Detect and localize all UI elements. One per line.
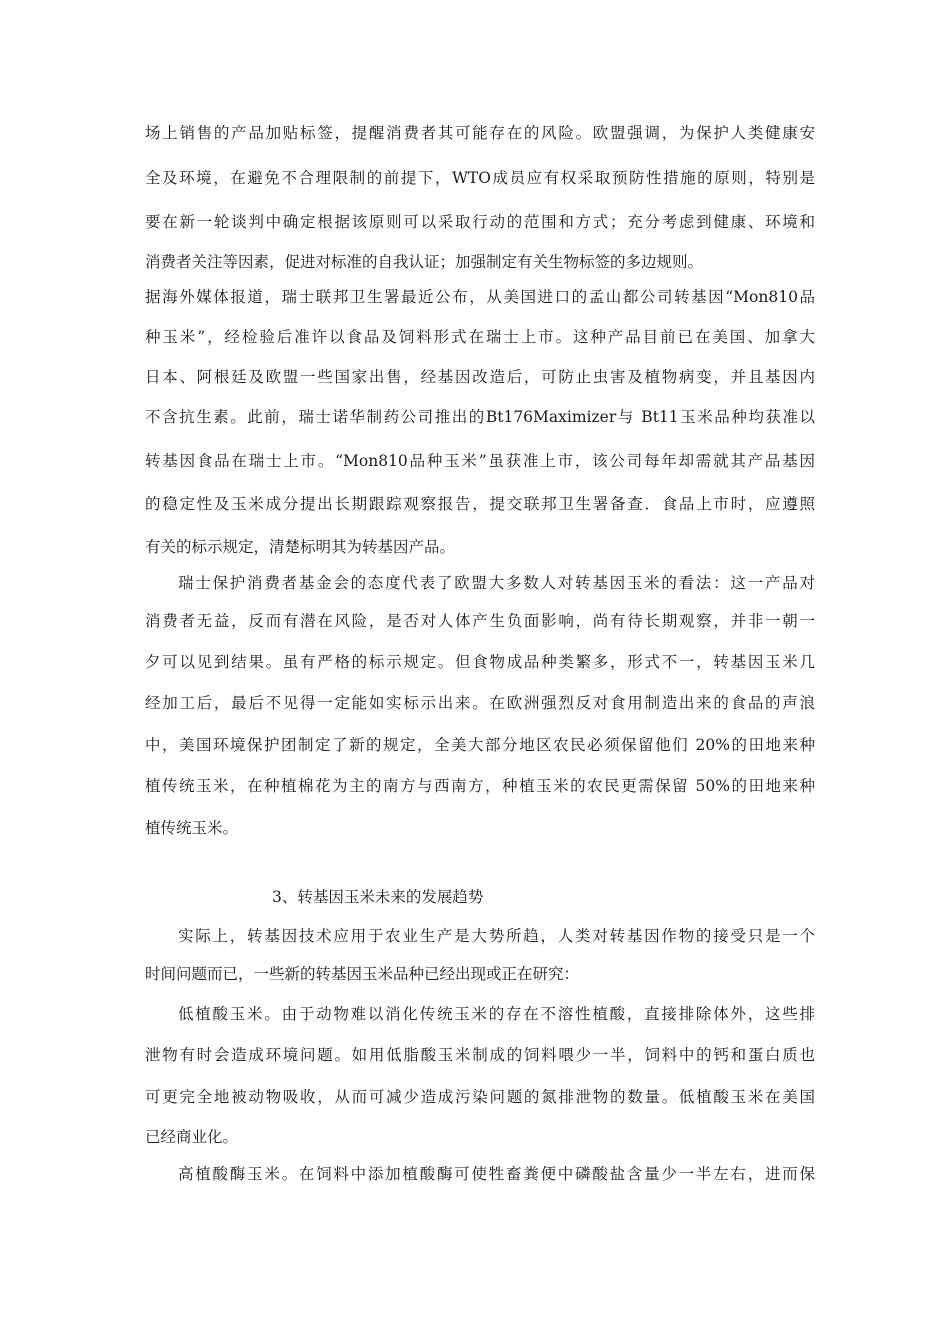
paragraph-3-line-7: 植传统玉米。 (145, 819, 239, 837)
paragraph-5-line-2: 泄物有时会造成环境问题。如用低脂酸玉米制成的饲料喂少一半，饲料中的钙和蛋白质也 (145, 1046, 815, 1064)
paragraph-1-line-3: 要在新一轮谈判中确定根据该原则可以采取行动的范围和方式；充分考虑到健康、环境和 (145, 213, 815, 231)
paragraph-4-line-2: 时间问题而已，一些新的转基因玉米品种已经出现或正在研究： (145, 965, 580, 983)
paragraph-6-line-1: 高植酸酶玉米。在饲料中添加植酸酶可使牲畜粪便中磷酸盐含量少一半左右，进而保 (178, 1165, 815, 1183)
paragraph-1-line-1: 场上销售的产品加贴标签，提醒消费者其可能存在的风险。欧盟强调，为保护人类健康安 (145, 124, 815, 142)
paragraph-5-line-1: 低植酸玉米。由于动物难以消化传统玉米的存在不溶性植酸，直接排除体外，这些排 (178, 1005, 815, 1023)
paragraph-3-line-5: 中，美国环境保护团制定了新的规定，全美大部分地区农民必须保留他们 20%的田地来种 (145, 736, 815, 754)
paragraph-3-line-4: 经加工后，最后不见得一定能如实标示出来。在欧洲强烈反对食用制造出来的食品的声浪 (145, 694, 815, 712)
paragraph-3-line-3: 夕可以见到结果。虽有严格的标示规定。但食物成品种类繁多，形式不一，转基因玉米几 (145, 653, 815, 671)
paragraph-3-line-6: 植传统玉米，在种植棉花为主的南方与西南方，种植玉米的农民更需保留 50%的田地来种 (145, 777, 815, 795)
paragraph-2-line-3: 日本、阿根廷及欧盟一些国家出售，经基因改造后，可防止虫害及植物病变，并且基因内 (145, 368, 815, 386)
paragraph-2-line-7: 有关的标示规定，清楚标明其为转基因产品。 (145, 538, 456, 556)
paragraph-2-line-1: 据海外媒体报道，瑞士联邦卫生署最近公布，从美国进口的孟山都公司转基因“Mon810品 (145, 288, 815, 306)
paragraph-1-line-4: 消费者关注等因素，促进对标准的自我认证；加强制定有关生物标签的多边规则。 (145, 253, 704, 271)
paragraph-2-line-2: 种玉米”，经检验后准许以食品及饲料形式在瑞士上市。这种产品目前已在美国、加拿大 (145, 328, 815, 346)
paragraph-3-line-1: 瑞士保护消费者基金会的态度代表了欧盟大多数人对转基因玉米的看法：这一产品对 (178, 574, 815, 592)
paragraph-3-line-2: 消费者无益，反而有潜在风险，是否对人体产生负面影响，尚有待长期观察，并非一朝一 (145, 612, 815, 630)
paragraph-5-line-4: 已经商业化。 (145, 1128, 239, 1146)
paragraph-2-line-4: 不含抗生素。此前，瑞士诺华制药公司推出的Bt176Maximizer与 Bt11玉米品种均获准以 (145, 408, 815, 426)
paragraph-5-line-3: 可更完全地被动物吸收，从而可减少造成污染问题的氮排泄物的数量。低植酸玉米在美国 (145, 1088, 815, 1106)
paragraph-4-line-1: 实际上，转基因技术应用于农业生产是大势所趋，人类对转基因作物的接受只是一个 (178, 927, 815, 945)
paragraph-2-line-6: 的稳定性及玉米成分提出长期跟踪观察报告，提交联邦卫生署备查．食品上市时，应遵照 (145, 495, 815, 513)
section-heading: 3、转基因玉米未来的发展趋势 (272, 888, 484, 906)
paragraph-1-line-2: 全及环境，在避免不合理限制的前提下，WTO成员应有权采取预防性措施的原则，特别是 (145, 169, 815, 187)
paragraph-2-line-5: 转基因食品在瑞士上市。“Mon810品种玉米”虽获准上市，该公司每年却需就其产品基因 (145, 452, 815, 470)
